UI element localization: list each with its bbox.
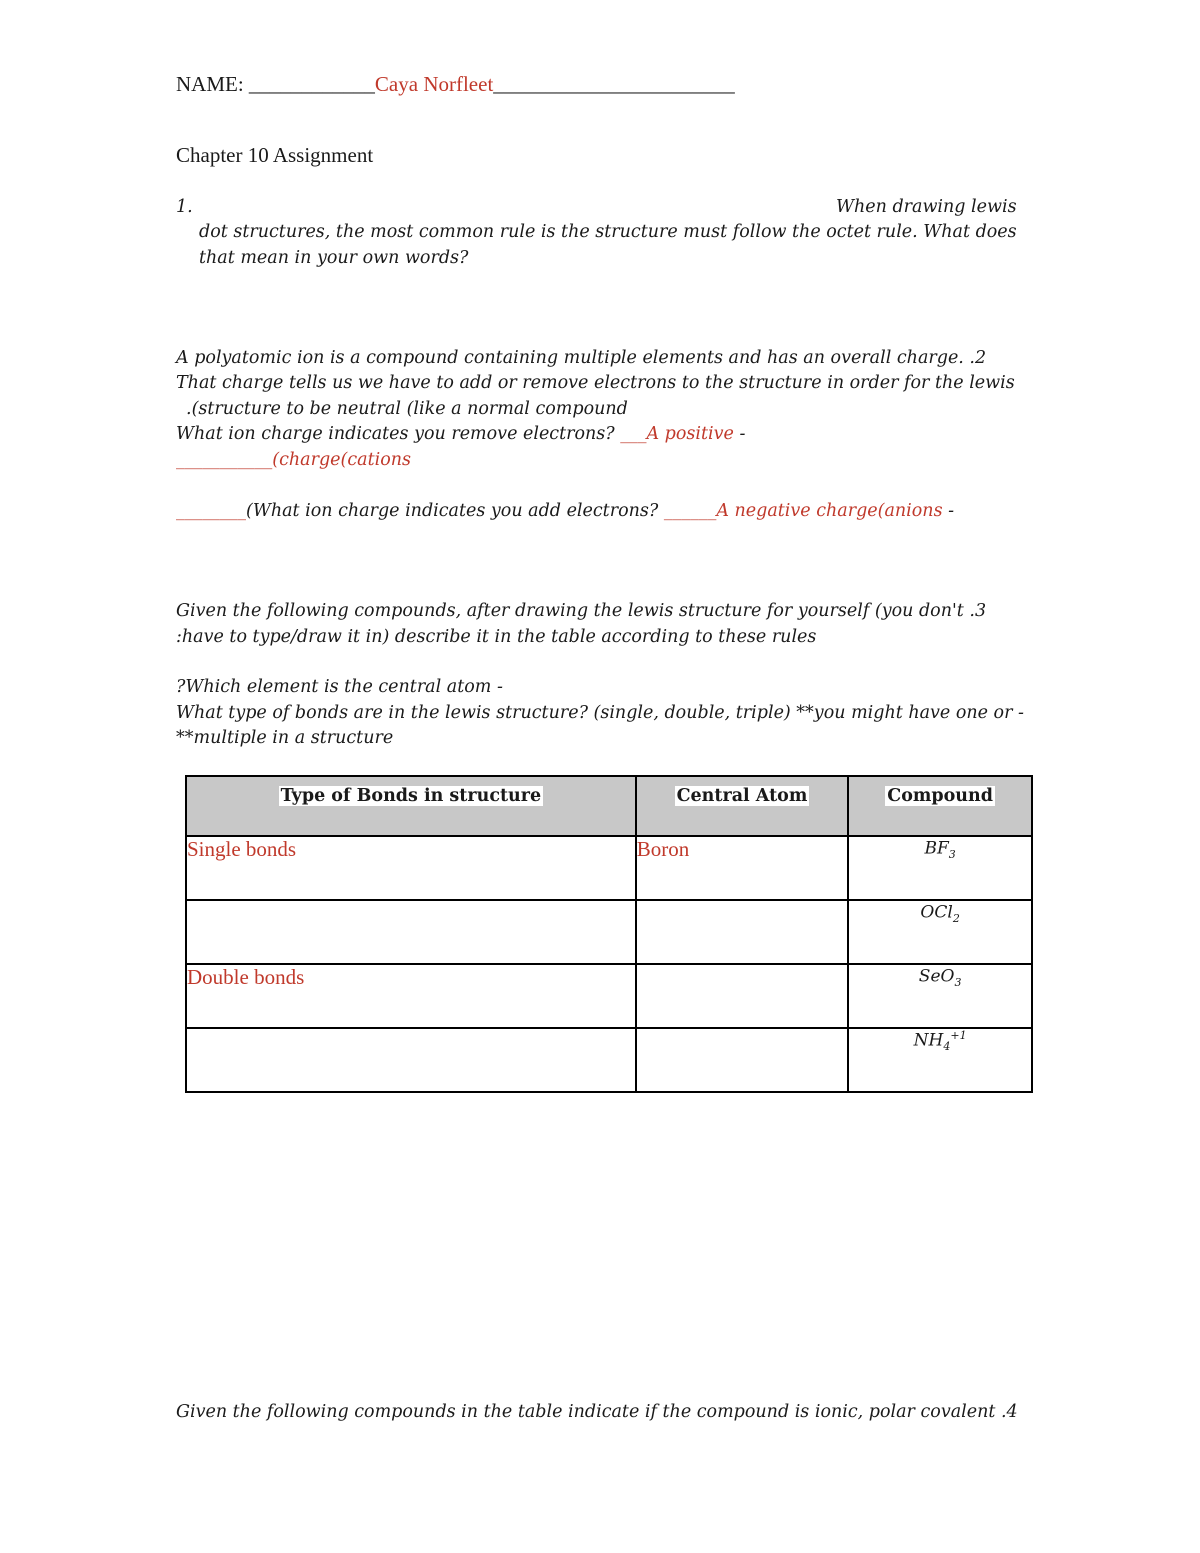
q2-line1: A polyatomic ion is a compound containing multiple elements and has an overall charge. .2 [176,348,987,368]
table-row [186,836,1032,900]
q2-line2: That charge tells us we have to add or remove electrons to the structure in order for the lewis [176,373,1015,393]
q1-number: 1. [176,197,193,217]
central-atom-cell[interactable]: Boron [636,836,849,900]
q2-add-blank-left: ________ [176,501,246,521]
q1-line2: dot structures, the most common rule is the structure must follow the octet rule. What does [199,222,1017,242]
q1-line1: When drawing lewis [836,197,1017,217]
bond-type-cell[interactable] [186,900,636,964]
q2-add-question [176,501,954,521]
student-name[interactable]: Caya Norfleet [374,72,494,96]
bond-type-cell[interactable]: Single bonds [186,836,636,900]
q2-line3: .(structure to be neutral (like a normal compound [186,399,628,419]
compound-cell: $BF_3$ [848,836,1032,900]
q2-remove-dash: - [733,424,746,444]
q2-add-blank: ______ [663,501,717,521]
q3-rule2: What type of bonds are in the lewis structure? (single, double, triple) **you might have one or - [176,703,1024,723]
q2-remove-answer-cont[interactable]: ___________(charge(cations [176,450,411,470]
header-central-atom: Central Atom [636,776,849,836]
compound-cell: $NH_4^{+1}$ [848,1028,1032,1092]
q2-add-answer[interactable]: A negative charge(anions [716,501,943,521]
compound-cell: SeO$_3$ [848,964,1032,1028]
header-compound: Compound [848,776,1032,836]
name-blank-left: ____________ [248,72,375,96]
bond-type-cell[interactable]: Double bonds [186,964,636,1028]
name-line [176,72,735,97]
central-atom-cell[interactable] [636,964,849,1028]
table-row [186,900,1032,964]
bonds-table [185,775,1033,1093]
bond-type-cell[interactable] [186,1028,636,1092]
q3-rule3: **multiple in a structure [176,728,394,748]
page-title: Chapter 10 Assignment [176,143,374,167]
q2-remove-prompt: What ion charge indicates you remove electrons? [176,424,621,444]
table-row [186,964,1032,1028]
q2-remove-blank: ___ [620,424,647,444]
q1-line3: that mean in your own words? [199,248,469,268]
compound-cell: OCl$_2$ [848,900,1032,964]
central-atom-cell[interactable] [636,1028,849,1092]
name-label: NAME: [176,72,244,96]
q2-add-dash: - [942,501,955,521]
q2-remove-question [176,424,745,444]
q2-remove-answer[interactable]: A positive [646,424,734,444]
q3-line1: Given the following compounds, after drawing the lewis structure for yourself (you don't .3 [176,601,987,621]
central-atom-cell[interactable] [636,900,849,964]
name-blank-right: _______________________ [493,72,735,96]
header-bond-type: Type of Bonds in structure [186,776,636,836]
q2-add-prompt: (What ion charge indicates you add electrons? [246,501,664,521]
table-row [186,1028,1032,1092]
q3-rule1: ?Which element is the central atom - [176,677,503,697]
q3-line2: :have to type/draw it in) describe it in the table according to these rules [176,627,817,647]
table-header-row [186,776,1032,836]
q4-line1: Given the following compounds in the table indicate if the compound is ionic, polar covalent .4 [176,1402,1018,1422]
